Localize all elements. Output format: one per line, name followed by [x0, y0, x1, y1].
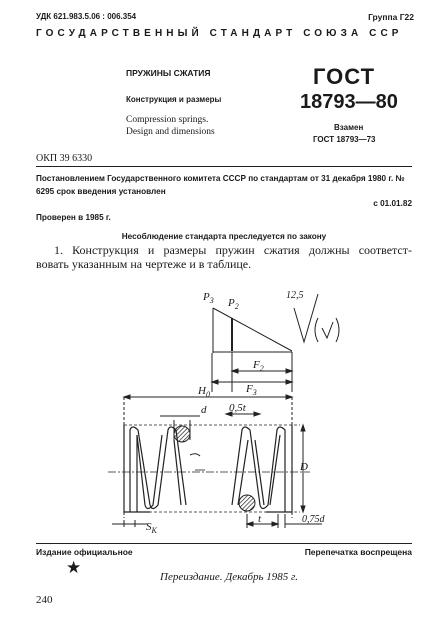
- footer-divider: [36, 543, 412, 544]
- label-t: t: [258, 513, 262, 525]
- replaces-number: ГОСТ 18793—73: [313, 135, 376, 144]
- label-f3: $F_3$: [246, 383, 257, 397]
- english-title-line1: Compression springs.: [126, 115, 209, 125]
- group-code: Группа Г22: [368, 12, 414, 22]
- document-subtitle: Конструкция и размеры: [126, 95, 222, 104]
- label-p3: $P_3$: [203, 291, 214, 305]
- udk-code: УДК 621.983.5.06 : 006.354: [36, 12, 137, 21]
- gost-number: 18793—80: [300, 91, 398, 113]
- standard-banner: ГОСУДАРСТВЕННЫЙ СТАНДАРТ СОЮЗА ССР: [36, 28, 403, 39]
- reissue-note: Переиздание. Декабрь 1985 г.: [160, 571, 298, 583]
- label-f2: $F_2$: [253, 359, 264, 373]
- replaces-label: Взамен: [334, 123, 364, 132]
- checked-note: Проверен в 1985 г.: [36, 213, 111, 222]
- document-title: ПРУЖИНЫ СЖАТИЯ: [126, 68, 211, 78]
- decree-text: Постановлением Государственного комитета СССР по стандартам от 31 декабря 1980 г. № 6295 срок введения установлен: [36, 174, 405, 196]
- label-h0: $H_0$: [198, 385, 210, 399]
- paragraph-line-2: вовать указанным на чертеже и в таблице.: [36, 256, 252, 271]
- effective-date: с 01.01.82: [373, 199, 412, 208]
- label-s-k: $S_K$: [146, 521, 157, 535]
- label-d: d: [201, 404, 207, 416]
- edition-note: Издание официальное: [36, 547, 133, 557]
- english-title-line2: Design and dimensions: [126, 127, 215, 137]
- okp-code: ОКП 39 6330: [36, 153, 93, 164]
- page-number: 240: [36, 594, 53, 606]
- violation-note: Несоблюдение стандарта преследуется по закону: [121, 232, 327, 241]
- paragraph-line-1: 1. Конструкция и размеры пружин сжатия должны соответст-: [54, 243, 412, 257]
- gost-label: ГОСТ: [313, 64, 376, 89]
- label-half-t: 0,5t: [229, 402, 246, 414]
- label-roughness: 12,5: [286, 290, 304, 301]
- reprint-note: Перепечатка воспрещена: [304, 547, 412, 557]
- label-p2: $P_2$: [228, 297, 239, 311]
- star-icon: ★: [66, 558, 82, 577]
- label-quarter-d: 0,75d: [302, 514, 325, 525]
- label-outer-diameter: D: [300, 461, 308, 473]
- force-slope-line: [213, 308, 292, 351]
